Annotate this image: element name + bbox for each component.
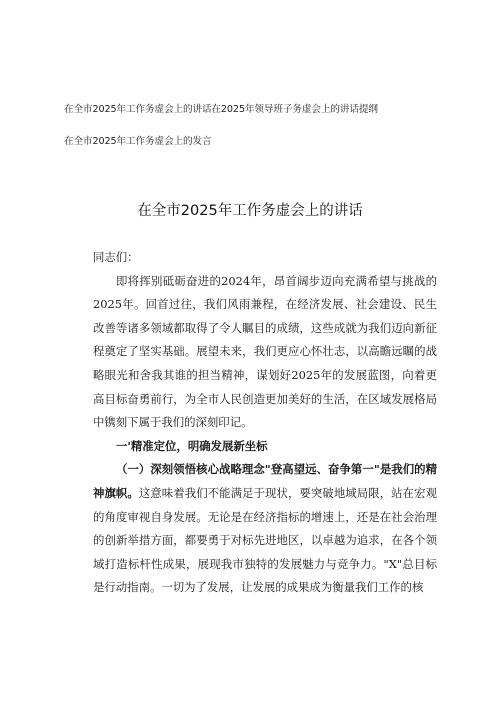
section-heading: 一'精准定位，明确发展新坐标	[116, 438, 268, 453]
salutation: 同志们：	[93, 250, 139, 264]
paragraph: 即将挥别砥砺奋进的2024年，昂首阔步迈向充满希望与挑战的2025年。回首过往，我们风雨兼程，在经济发展、社会建设、民生改善等诸多领域都取得了令人瞩目的成绩，这些成就为我们迈向新征程奠定了坚实基础。展望未来，我们更应心怀壮志，以高瞻远瞩的战略眼光和舍我其谁的担当精神，谋划好2025年的发展蓝图，向着更高目标奋勇前行，为全市人民创造更加美好的生活，在区域发展格局中镌刻下属于我们的深刻印记。	[93, 273, 437, 430]
subsection-text: 这意味着我们不能满足于现状，要突破地域局限，站在宏观的角度审视自身发展。无论是在经济指标的增速上，还是在社会治理的创新举措方面，都要勇于对标先进地区，以卓越为追求，在各个领域打造标杆性成果，展现我市独特的发展魅力与竞争力。"X"总目标是行动指南。一切为了发展，让发展的成果成为衡量我们工作的核	[93, 485, 437, 595]
subsection-heading: （一）深刻领悟核心战略理念"登高望远、奋争第一"是我们的精神旗帜。	[93, 462, 437, 500]
toc-line: 在全市2025年工作务虚会上的讲话在2025年领导班子务虚会上的讲话提纲	[64, 104, 378, 115]
document-body	[93, 246, 437, 600]
subsection-paragraph	[93, 458, 437, 600]
document-title: 在全市2025年工作务虚会上的讲话	[137, 203, 363, 219]
toc-line: 在全市2025年工作务虚会上的发言	[64, 136, 212, 147]
